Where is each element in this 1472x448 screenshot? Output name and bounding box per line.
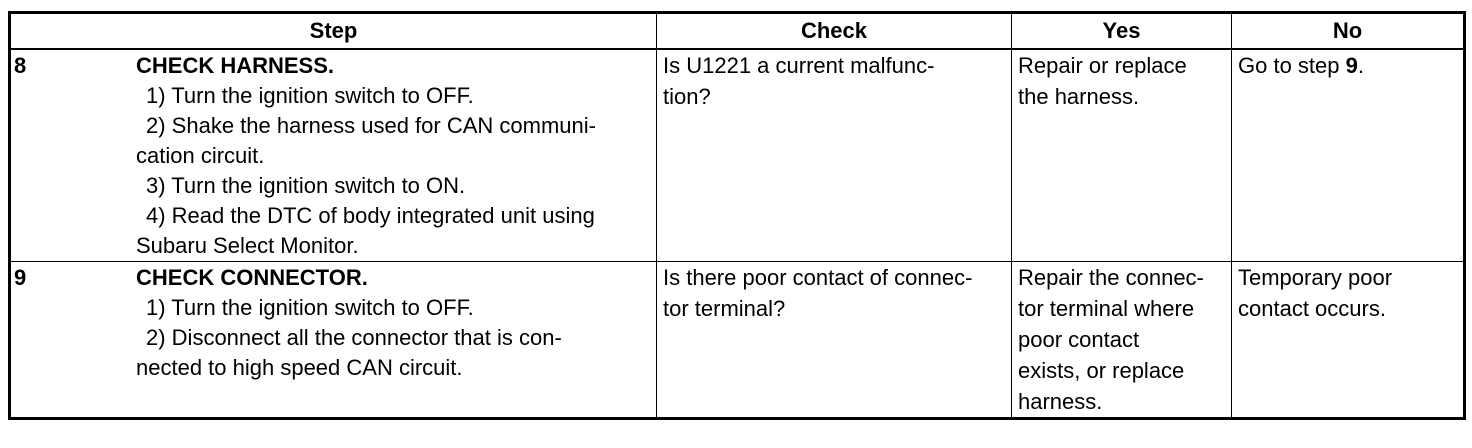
step-instruction-continued: nected to high speed CAN circuit. xyxy=(136,355,463,380)
yes-cell-8 xyxy=(1012,49,1232,262)
no-text-suffix: . xyxy=(1357,53,1364,78)
step-instruction-continued: Subaru Select Monitor. xyxy=(136,233,359,258)
check-line: tion? xyxy=(663,84,711,109)
yes-line: poor contact xyxy=(1018,327,1140,352)
yes-line: harness. xyxy=(1018,389,1103,414)
check-cell-9 xyxy=(657,262,1012,419)
check-line: Is there poor contact of connec- xyxy=(663,265,973,290)
step-title: CHECK CONNECTOR. xyxy=(136,265,368,290)
step-instruction: 1) Turn the ignition switch to OFF. xyxy=(146,83,474,108)
step-cell-9 xyxy=(10,262,657,419)
table-row-step-9 xyxy=(10,262,1465,419)
table-row-step-8 xyxy=(10,49,1465,262)
yes-line: Repair or replace xyxy=(1018,53,1187,78)
header-step: Step xyxy=(10,13,657,50)
step-instruction: 1) Turn the ignition switch to OFF. xyxy=(146,295,474,320)
step-instruction: 3) Turn the ignition switch to ON. xyxy=(146,173,466,198)
header-check: Check xyxy=(657,13,1012,50)
no-line: Temporary poor xyxy=(1238,265,1393,290)
step-instruction: 2) Disconnect all the connector that is con- xyxy=(146,325,562,350)
yes-line: tor terminal where xyxy=(1018,296,1195,321)
check-cell-8 xyxy=(657,49,1012,262)
no-line: contact occurs. xyxy=(1238,296,1386,321)
header-no: No xyxy=(1232,13,1465,50)
step-title: CHECK HARNESS. xyxy=(136,53,335,78)
header-yes: Yes xyxy=(1012,13,1232,50)
step-number: 9 xyxy=(14,265,27,290)
step-instruction-continued: cation circuit. xyxy=(136,143,265,168)
yes-cell-9 xyxy=(1012,262,1232,419)
no-text xyxy=(1232,50,1463,81)
diagnostic-table xyxy=(8,11,1466,420)
check-line: tor terminal? xyxy=(663,296,786,321)
no-text-prefix: Go to step xyxy=(1238,53,1346,78)
table-header-row xyxy=(10,13,1465,50)
yes-line: Repair the connec- xyxy=(1018,265,1204,290)
no-cell-9 xyxy=(1232,262,1465,419)
step-instruction: 2) Shake the harness used for CAN communi- xyxy=(146,113,596,138)
yes-line: the harness. xyxy=(1018,84,1140,109)
step-cell-8 xyxy=(10,49,657,262)
yes-line: exists, or replace xyxy=(1018,358,1185,383)
step-reference-link[interactable]: 9 xyxy=(1345,53,1358,78)
step-number: 8 xyxy=(14,53,27,78)
check-line: Is U1221 a current malfunc- xyxy=(663,53,935,78)
no-cell-8 xyxy=(1232,49,1465,262)
step-instruction: 4) Read the DTC of body integrated unit using xyxy=(146,203,595,228)
